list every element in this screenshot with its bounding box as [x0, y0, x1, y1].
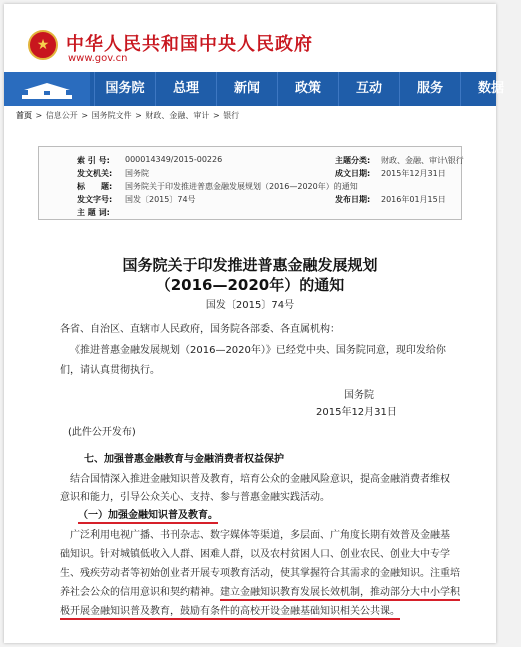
body-line: 们，请认真贯彻执行。 — [60, 365, 160, 376]
highlighted-text: 极开展金融知识普及教育，鼓励有条件的高校开设金融基础知识相关公共课。 — [60, 606, 400, 620]
nav-home-logo[interactable] — [4, 72, 90, 106]
meta-row-title — [39, 181, 461, 193]
meta-label: 主题分类: — [335, 156, 371, 165]
breadcrumb — [16, 110, 239, 121]
site-header — [4, 4, 496, 70]
meta-issuer-value: 国务院 — [125, 169, 149, 178]
breadcrumb-separator: > — [212, 111, 220, 120]
meta-label: 发布日期: — [335, 195, 371, 204]
meta-label: 标 题: — [77, 182, 113, 191]
breadcrumb-home[interactable]: 首页 — [16, 111, 32, 120]
paragraph-line — [60, 583, 460, 598]
highlighted-text: 建立金融知识教育发展长效机制，推动部分大中小学积 — [220, 587, 460, 601]
nav-item-data[interactable]: 数据 — [460, 72, 521, 106]
nav-item-state-council[interactable]: 国务院 — [94, 72, 155, 106]
breadcrumb-item[interactable]: 财政、金融、审计 — [145, 111, 210, 120]
public-note: (此件公开发布) — [68, 427, 136, 438]
meta-index-value: 000014349/2015-00226 — [125, 155, 223, 164]
nav-item-interaction[interactable]: 互动 — [338, 72, 399, 106]
nav-items — [94, 72, 521, 106]
national-emblem-icon[interactable] — [28, 30, 58, 60]
breadcrumb-separator: > — [81, 111, 89, 120]
document-title-line1: 国务院关于印发推进普惠金融发展规划 — [122, 256, 378, 274]
salutation: 各省、自治区、直辖市人民政府，国务院各部委、各直属机构： — [60, 324, 340, 335]
paragraph-line: 生、残疾劳动者等初始创业者开展专项教育活动，使其掌握符合其需求的金融知识。注重培 — [60, 568, 460, 579]
meta-label: 主 题 词: — [77, 208, 110, 217]
breadcrumb-item[interactable]: 信息公开 — [45, 111, 78, 120]
meta-label: 发文字号: — [77, 195, 113, 204]
tiananmen-icon — [22, 81, 72, 99]
breadcrumb-separator: > — [135, 111, 142, 120]
section-line: 结合国情深入推进金融知识普及教育，培育公众的金融风险意识，提高金融消费者维权 — [70, 474, 450, 485]
signature: 国务院 — [344, 390, 374, 401]
nav-item-premier[interactable]: 总理 — [155, 72, 216, 106]
meta-docno-value: 国发〔2015〕74号 — [125, 195, 196, 204]
meta-date-value: 2015年12月31日 — [381, 169, 446, 178]
nav-item-services[interactable]: 服务 — [399, 72, 460, 106]
paragraph-line: 础知识。针对城镇低收入人群、困难人群，以及农村贫困人口、创业农民、创业大中专学 — [60, 549, 450, 560]
meta-title-value: 国务院关于印发推进普惠金融发展规划（2016—2020年）的通知 — [125, 182, 358, 191]
meta-label: 成文日期: — [335, 169, 371, 178]
meta-row-docno — [39, 194, 461, 206]
sub-heading — [78, 506, 218, 521]
breadcrumb-item[interactable]: 国务院文件 — [91, 111, 132, 120]
section-heading: 七、加强普惠金融教育与金融消费者权益保护 — [84, 454, 284, 465]
meta-row-index — [39, 155, 464, 167]
sign-date: 2015年12月31日 — [316, 407, 397, 418]
paragraph-line — [60, 602, 400, 617]
paragraph-text: 养社会公众的信用意识和契约精神。 — [60, 587, 220, 598]
paragraph-line: 广泛利用电视广播、书刊杂志、数字媒体等渠道，多层面、广角度长期有效普及金融基 — [70, 530, 450, 541]
document-number: 国发〔2015〕74号 — [205, 300, 295, 311]
meta-label: 发文机关: — [77, 169, 113, 178]
highlighted-sub-heading: （一）加强金融知识普及教育。 — [78, 510, 218, 524]
section-line: 意识和能力，引导公众关心、支持、参与普惠金融实践活动。 — [60, 492, 330, 503]
document-meta-box — [38, 146, 462, 220]
meta-row-keywords — [39, 207, 461, 219]
meta-row-issuer — [39, 168, 461, 180]
site-title[interactable]: 中华人民共和国中央人民政府 — [66, 34, 313, 55]
body-line: 《推进普惠金融发展规划（2016—2020年）》已经党中央、国务院同意，现印发给你 — [70, 345, 446, 356]
meta-subject-value[interactable]: 财政、金融、审计\银行 — [381, 156, 464, 165]
main-nav — [4, 72, 504, 106]
document-title-line2: （2016—2020年）的通知 — [155, 276, 345, 294]
meta-pubdate-value: 2016年01月15日 — [381, 195, 446, 204]
page — [4, 4, 504, 643]
breadcrumb-item[interactable]: 银行 — [223, 111, 240, 120]
nav-item-news[interactable]: 新闻 — [216, 72, 277, 106]
meta-label: 索 引 号: — [77, 156, 110, 165]
breadcrumb-separator: > — [35, 111, 43, 120]
site-url[interactable]: www.gov.cn — [68, 53, 128, 64]
nav-item-policy[interactable]: 政策 — [277, 72, 338, 106]
